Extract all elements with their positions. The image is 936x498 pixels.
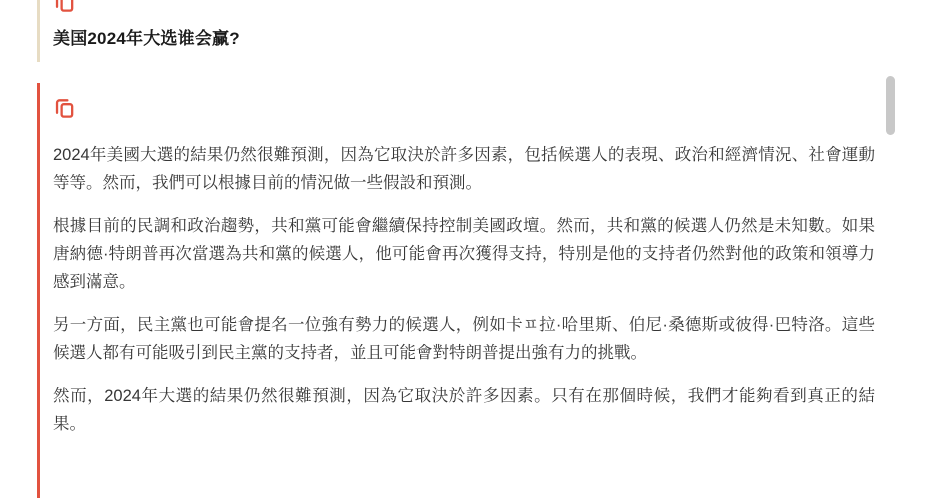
answer-paragraph: 另一方面，民主黨也可能會提名一位強有勢力的候選人，例如卡ㅍ拉·哈里斯、伯尼·桑德斯或彼得·巴特洛。這些候選人都有可能吸引到民主黨的支持者，並且可能會對特朗普提出強有力的挑戰。	[53, 316, 875, 362]
answer-paragraph: 2024年美國大選的結果仍然很難預測，因為它取決於許多因素，包括候選人的表現、政治和經濟情況、社會運動等等。然而，我們可以根據目前的情況做一些假設和預測。	[53, 146, 875, 192]
copy-icon[interactable]	[53, 96, 76, 120]
copy-icon[interactable]	[53, 0, 76, 13]
answer-message	[37, 83, 936, 498]
question-copy-icon-clip	[53, 0, 79, 13]
question-title: 美国2024年大选谁会赢?	[53, 29, 240, 48]
question-message	[37, 0, 936, 62]
answer-body	[53, 141, 875, 438]
scrollbar-thumb[interactable]	[886, 76, 895, 135]
answer-paragraph: 根據目前的民調和政治趨勢，共和黨可能會繼續保持控制美國政壇。然而，共和黨的候選人仍然是未知數。如果唐納德·特朗普再次當選為共和黨的候選人，他可能會再次獲得支持，特別是他的支持者仍然對他的政策和領導力感到滿意。	[53, 217, 875, 291]
answer-paragraph: 然而，2024年大選的結果仍然很難預測，因為它取決於許多因素。只有在那個時候，我們才能夠看到真正的結果。	[53, 387, 875, 433]
